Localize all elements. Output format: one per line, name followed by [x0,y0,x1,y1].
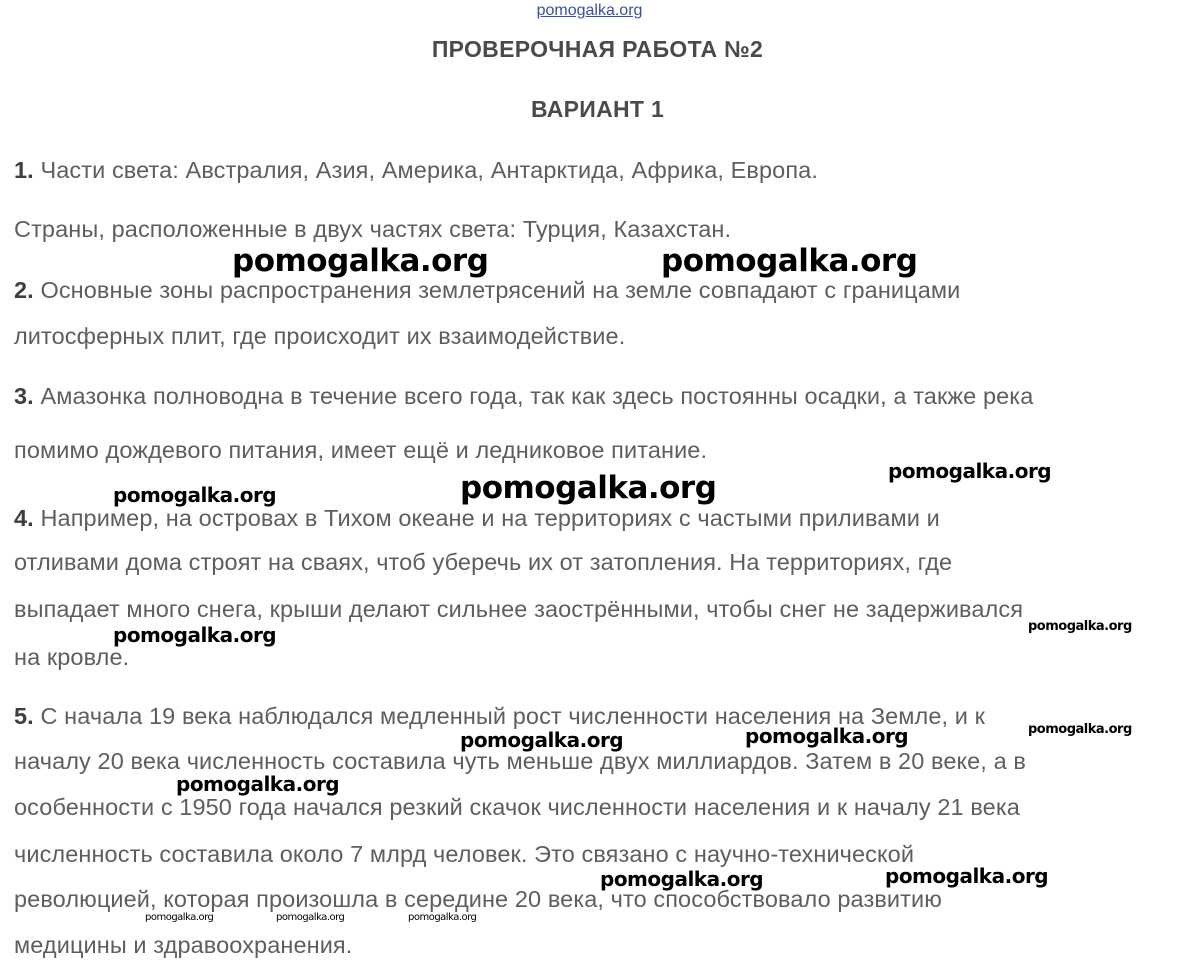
answer-1-countries-line: Страны, расположенные в двух частях света: Турция, Казахстан. [14,216,732,242]
answer-5-line-6: медицины и здравоохранения. [14,932,353,958]
answer-3-line-2: помимо дождевого питания, имеет ещё и ледниковое питание. [14,437,708,463]
watermark: pomogalka.org [232,243,489,279]
answer-4-line-3: выпадает много снега, крыши делают сильнее заострёнными, чтобы снег не задерживался [14,596,1024,622]
answer-1-line-1: 1. Части света: Австралия, Азия, Америка, Антарктида, Африка, Европа. [14,157,818,183]
watermark: pomogalka.org [1028,619,1132,634]
answer-number: 5. [14,703,34,729]
watermark: pomogalka.org [460,470,717,506]
answer-4-line-4: на кровле. [14,644,130,670]
watermark: pomogalka.org [176,772,340,796]
watermark: pomogalka.org [276,912,345,923]
answer-number: 2. [14,277,34,303]
watermark: pomogalka.org [600,867,764,891]
watermark: pomogalka.org [408,912,477,923]
watermark: pomogalka.org [1028,722,1132,737]
watermark: pomogalka.org [113,483,277,507]
answer-number: 1. [14,157,34,183]
answer-3-line-1: 3. Амазонка полноводна в течение всего года, так как здесь постоянны осадки, а также река [14,383,1034,409]
answer-5-line-3: особенности с 1950 года начался резкий скачок численности населения и к началу 21 века [14,794,1020,820]
watermark: pomogalka.org [145,912,214,923]
site-header-link[interactable]: pomogalka.org [536,2,643,19]
variant-title: ВАРИАНТ 1 [530,96,665,122]
answer-5-line-5: революцией, которая произошла в середине 20 века, что способствовало развитию [14,886,942,912]
page-title: ПРОВЕРОЧНАЯ РАБОТА №2 [431,36,764,62]
answer-5-line-4: численность составила около 7 млрд человек. Это связано с научно-технической [14,841,915,867]
answer-number: 4. [14,505,34,531]
watermark: pomogalka.org [888,459,1052,483]
answer-number: 3. [14,383,34,409]
answer-5-line-2: началу 20 века численность составила чуть меньше двух миллиардов. Затем в 20 веке, а в [14,748,1026,774]
answer-4-line-2: отливами дома строят на сваях, чтоб уберечь их от затопления. На территориях, где [14,549,953,575]
watermark: pomogalka.org [113,623,277,647]
watermark: pomogalka.org [885,864,1049,888]
answer-2-line-1: 2. Основные зоны распространения землетрясений на земле совпадают с границами [14,277,961,303]
answer-5-line-1: 5. С начала 19 века наблюдался медленный рост численности населения на Земле, и к [14,703,986,729]
watermark: pomogalka.org [661,243,918,279]
watermark: pomogalka.org [745,724,909,748]
answer-4-line-1: 4. Например, на островах в Тихом океане и на территориях с частыми приливами и [14,505,940,531]
watermark: pomogalka.org [460,728,624,752]
answer-2-line-2: литосферных плит, где происходит их взаимодействие. [14,323,626,349]
